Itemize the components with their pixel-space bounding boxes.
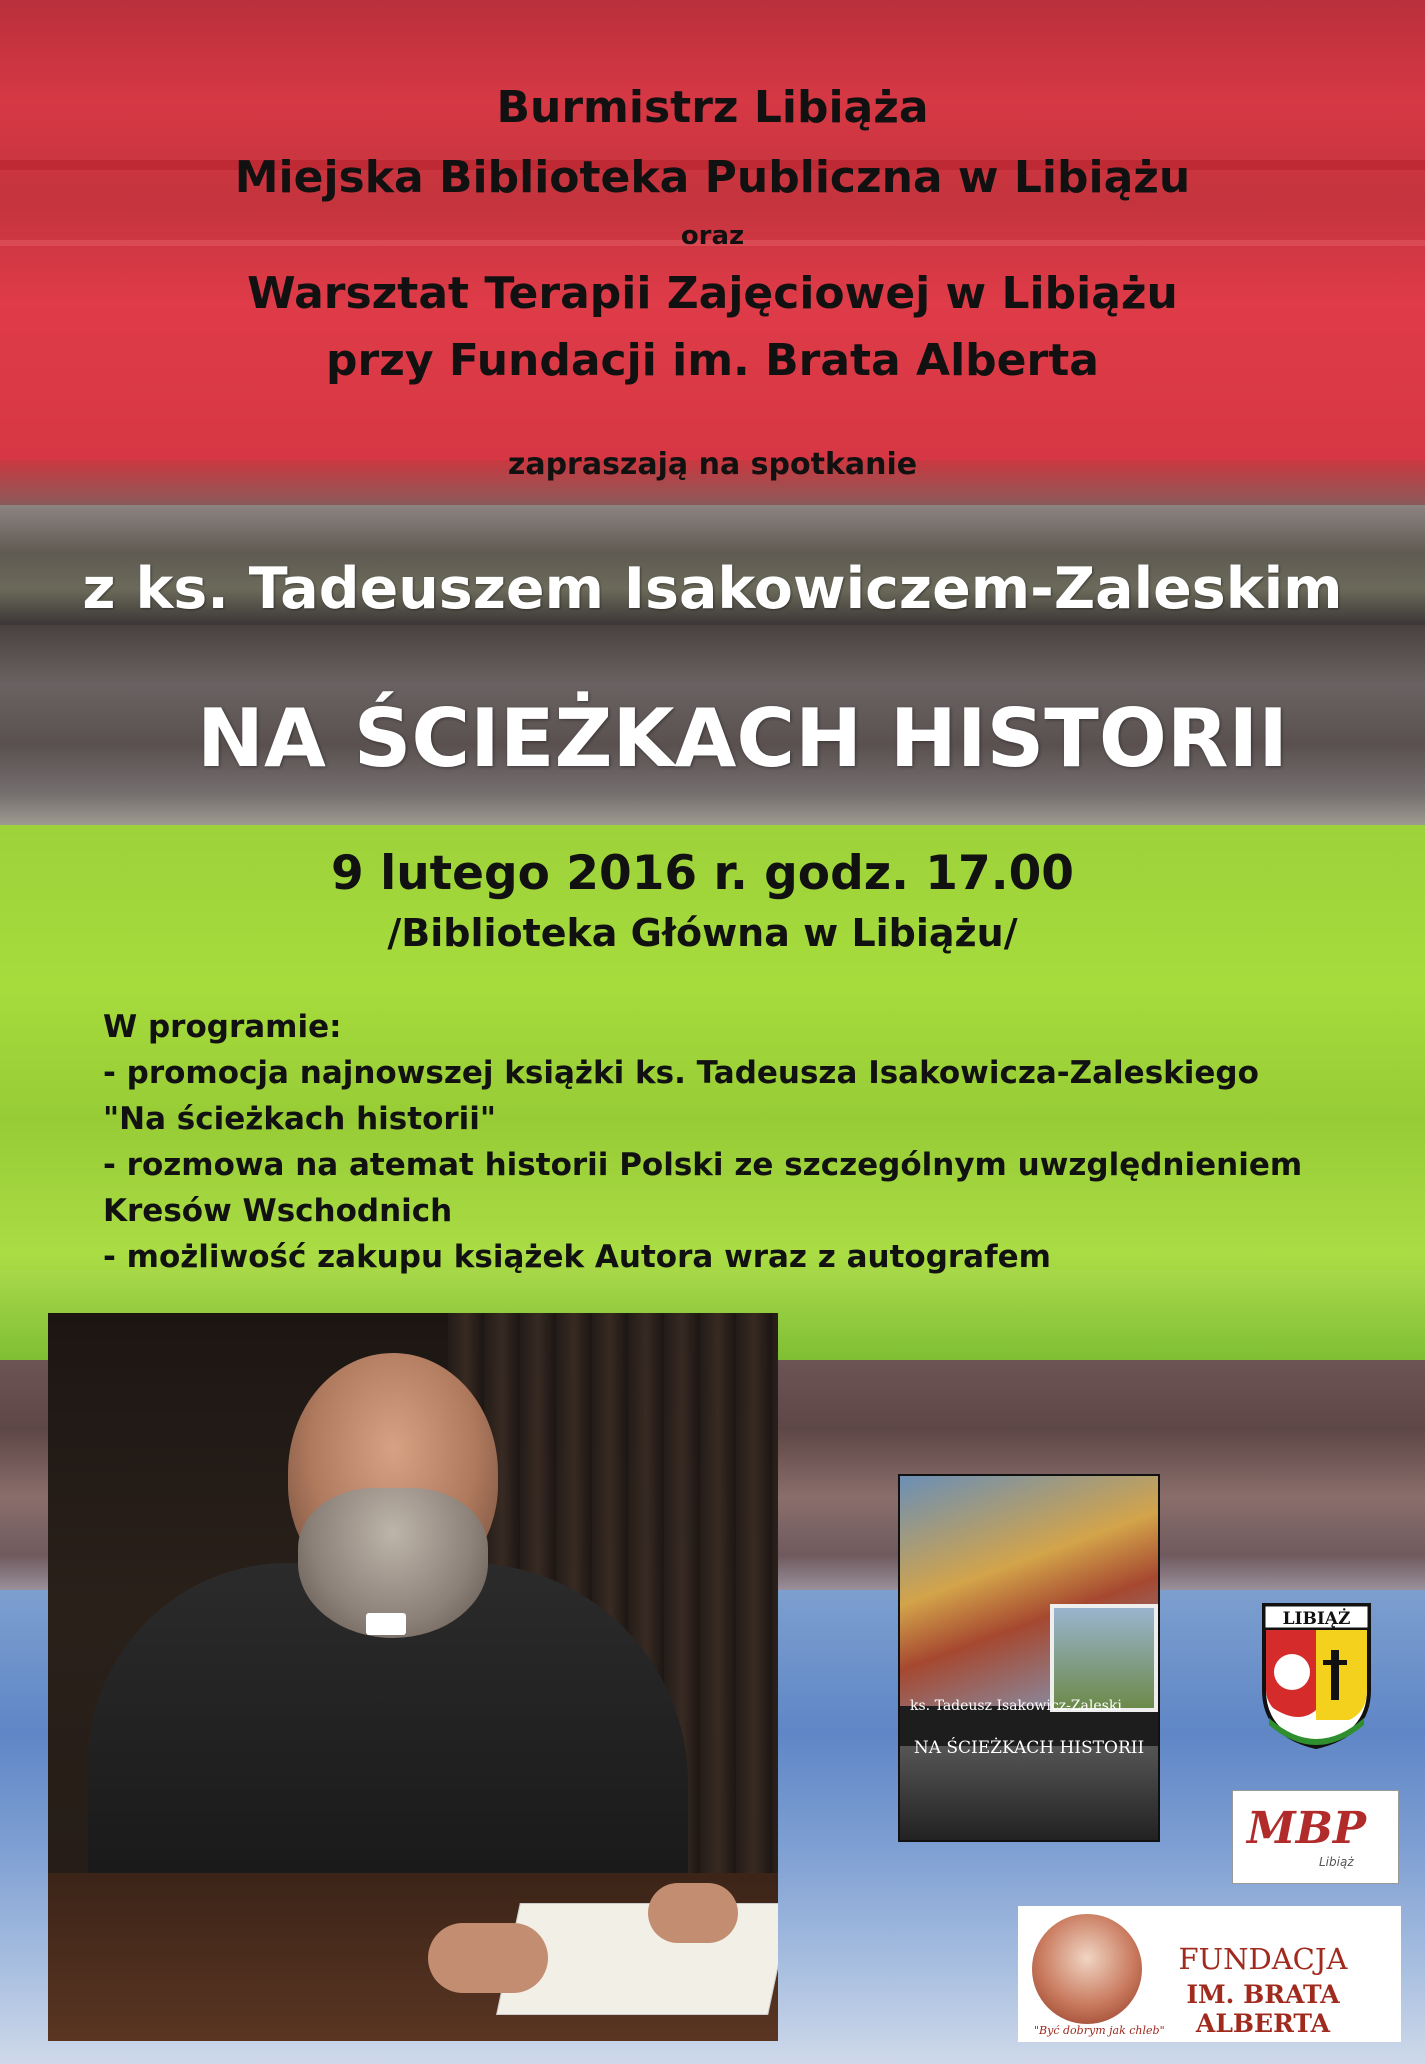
book-cover-bottom-photo <box>900 1746 1158 1840</box>
guest-photo <box>48 1313 778 2041</box>
program-line: - promocja najnowszej książki ks. Tadeusza Isakowicza-Zaleskiego <box>103 1055 1259 1091</box>
book-cover-inset-photo <box>1050 1604 1158 1712</box>
organizer-line-5: przy Fundacji im. Brata Alberta <box>326 335 1099 386</box>
program-heading: W programie: <box>103 1009 342 1045</box>
event-date: 9 lutego 2016 r. godz. 17.00 <box>331 846 1074 901</box>
foundation-logo <box>1018 1906 1401 2042</box>
book-title: NA ŚCIEŻKACH HISTORII <box>913 1738 1145 1758</box>
foundation-name-line-2: IM. BRATA ALBERTA <box>1186 1980 1340 2038</box>
invite-text: zapraszają na spotkanie <box>507 447 918 482</box>
foundation-motto: "Być dobrym jak chleb" <box>1034 2024 1165 2037</box>
event-title: NA ŚCIEŻKACH HISTORII <box>197 692 1288 785</box>
organizer-line-1: Burmistrz Libiąża <box>496 82 929 133</box>
crest-label: LIBIĄŻ <box>1282 1609 1351 1629</box>
event-place: /Biblioteka Główna w Libiążu/ <box>387 911 1018 955</box>
foundation-name-line-1: FUNDACJA <box>1178 1942 1348 1976</box>
program-list <box>103 1004 1302 1280</box>
libiaz-coat-of-arms-icon <box>1259 1600 1374 1750</box>
library-logo-text: MBP <box>1247 1803 1366 1854</box>
organizer-line-2: Miejska Biblioteka Publiczna w Libiążu <box>234 152 1191 203</box>
red-band <box>0 0 1425 505</box>
book-cover <box>898 1474 1160 1842</box>
library-logo <box>1232 1790 1399 1884</box>
program-line: - rozmowa na atemat historii Polski ze szczególnym uwzględnieniem <box>103 1147 1303 1183</box>
book-author: ks. Tadeusz Isakowicz-Zaleski <box>910 1698 1122 1714</box>
library-logo-subtext: Libiąż <box>1319 1855 1354 1869</box>
organizer-line-3: oraz <box>680 221 745 251</box>
guest-hand <box>428 1923 548 1993</box>
program-line: - możliwość zakupu książek Autora wraz z autografem <box>103 1239 1051 1275</box>
clerical-collar <box>366 1613 406 1635</box>
program-line: Kresów Wschodnich <box>103 1193 453 1229</box>
guest-hand <box>648 1883 738 1943</box>
guest-name: z ks. Tadeuszem Isakowiczem-Zaleskim <box>82 556 1343 622</box>
program-line: "Na ścieżkach historii" <box>103 1101 497 1137</box>
organizer-line-4: Warsztat Terapii Zajęciowej w Libiążu <box>247 268 1178 319</box>
